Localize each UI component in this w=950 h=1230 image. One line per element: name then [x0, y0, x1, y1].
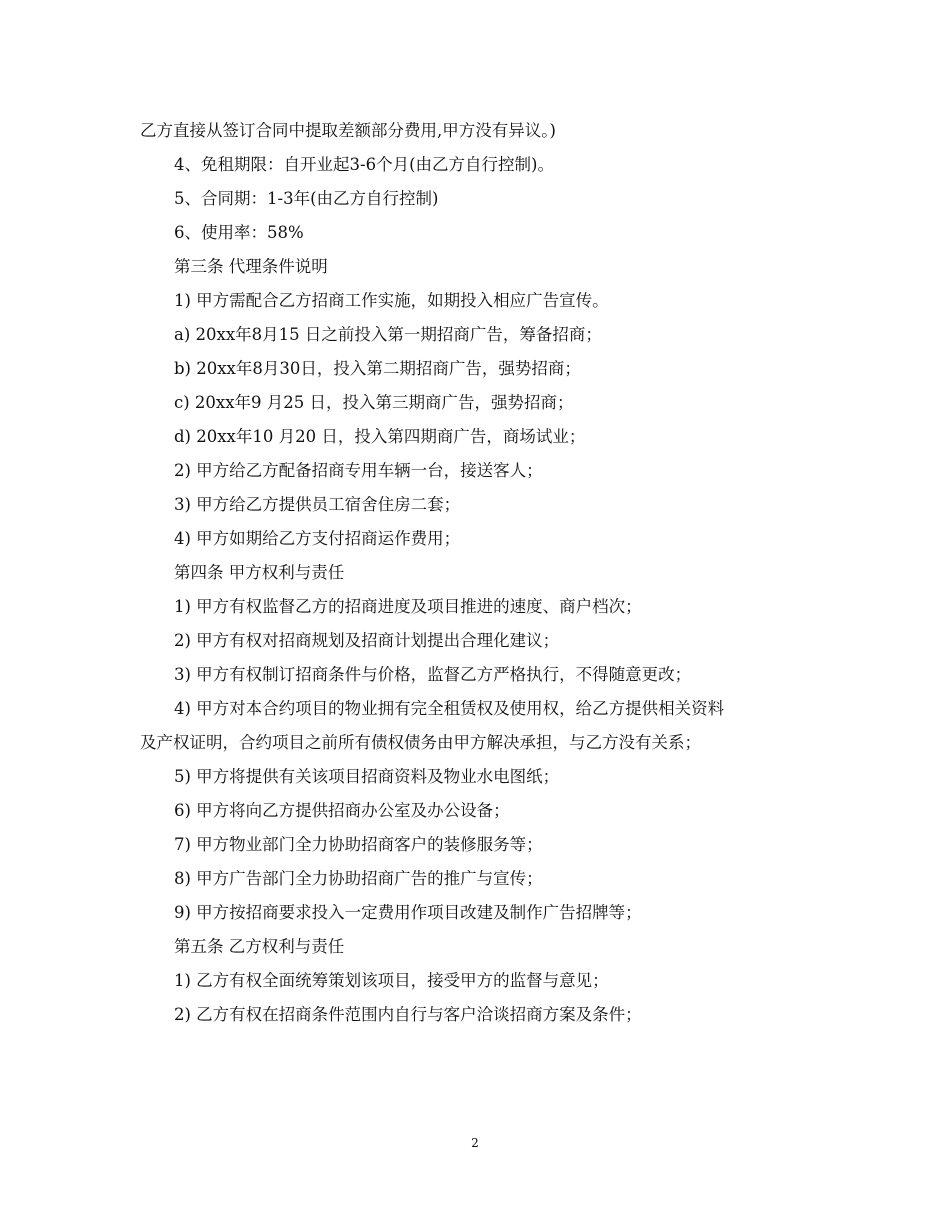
text-line: 1) 甲方有权监督乙方的招商进度及项目推进的速度、商户档次； — [174, 597, 642, 616]
text-line: c) 20xx年9 月25 日，投入第三期商广告，强势招商； — [174, 393, 574, 412]
text-line: 3) 甲方有权制订招商条件与价格，监督乙方严格执行，不得随意更改； — [174, 665, 692, 684]
text-line: 4) 甲方如期给乙方支付招商运作费用； — [174, 529, 461, 548]
text-line: 5) 甲方将提供有关该项目招商资料及物业水电图纸； — [174, 767, 560, 786]
text-line: 2) 甲方有权对招商规划及招商计划提出合理化建议； — [174, 631, 560, 650]
text-line: 8) 甲方广告部门全力协助招商广告的推广与宣传； — [174, 869, 543, 888]
text-line: 第四条 甲方权利与责任 — [174, 563, 345, 582]
text-line: 6) 甲方将向乙方提供招商办公室及办公设备； — [174, 801, 510, 820]
document-body — [140, 114, 812, 1032]
text-line: 第五条 乙方权利与责任 — [174, 937, 345, 956]
text-line: 6、使用率：58% — [174, 223, 304, 242]
text-line: 及产权证明，合约项目之前所有债权债务由甲方解决承担，与乙方没有关系； — [140, 733, 701, 752]
text-line: 3) 甲方给乙方提供员工宿舍住房二套； — [174, 495, 461, 514]
text-line: 5、合同期：1-3年(由乙方自行控制) — [174, 189, 439, 208]
text-line: 乙方直接从签订合同中提取差额部分费用,甲方没有异议。) — [140, 121, 556, 140]
text-line: 2) 乙方有权在招商条件范围内自行与客户洽谈招商方案及条件； — [174, 1005, 642, 1024]
text-line: 4、免租期限：自开业起3-6个月(由乙方自行控制)。 — [174, 155, 554, 174]
text-line: 2) 甲方给乙方配备招商专用车辆一台，接送客人； — [174, 461, 543, 480]
text-line: d) 20xx年10 月20 日，投入第四期商广告，商场试业； — [174, 427, 586, 446]
text-line: 1) 甲方需配合乙方招商工作实施，如期投入相应广告宣传。 — [174, 291, 609, 310]
page-number: 2 — [471, 1136, 479, 1150]
text-line: 7) 甲方物业部门全力协助招商客户的装修服务等； — [174, 835, 543, 854]
text-line: 9) 甲方按招商要求投入一定费用作项目改建及制作广告招牌等； — [174, 903, 642, 922]
text-line: 第三条 代理条件说明 — [174, 257, 328, 276]
text-line: 1) 乙方有权全面统筹策划该项目，接受甲方的监督与意见； — [174, 971, 609, 990]
text-line: a) 20xx年8月15 日之前投入第一期招商广告，筹备招商； — [174, 325, 602, 344]
text-line: 4) 甲方对本合约项目的物业拥有完全租赁权及使用权，给乙方提供相关资料 — [174, 699, 725, 718]
text-line: b) 20xx年8月30日，投入第二期招商广告，强势招商； — [174, 359, 581, 378]
